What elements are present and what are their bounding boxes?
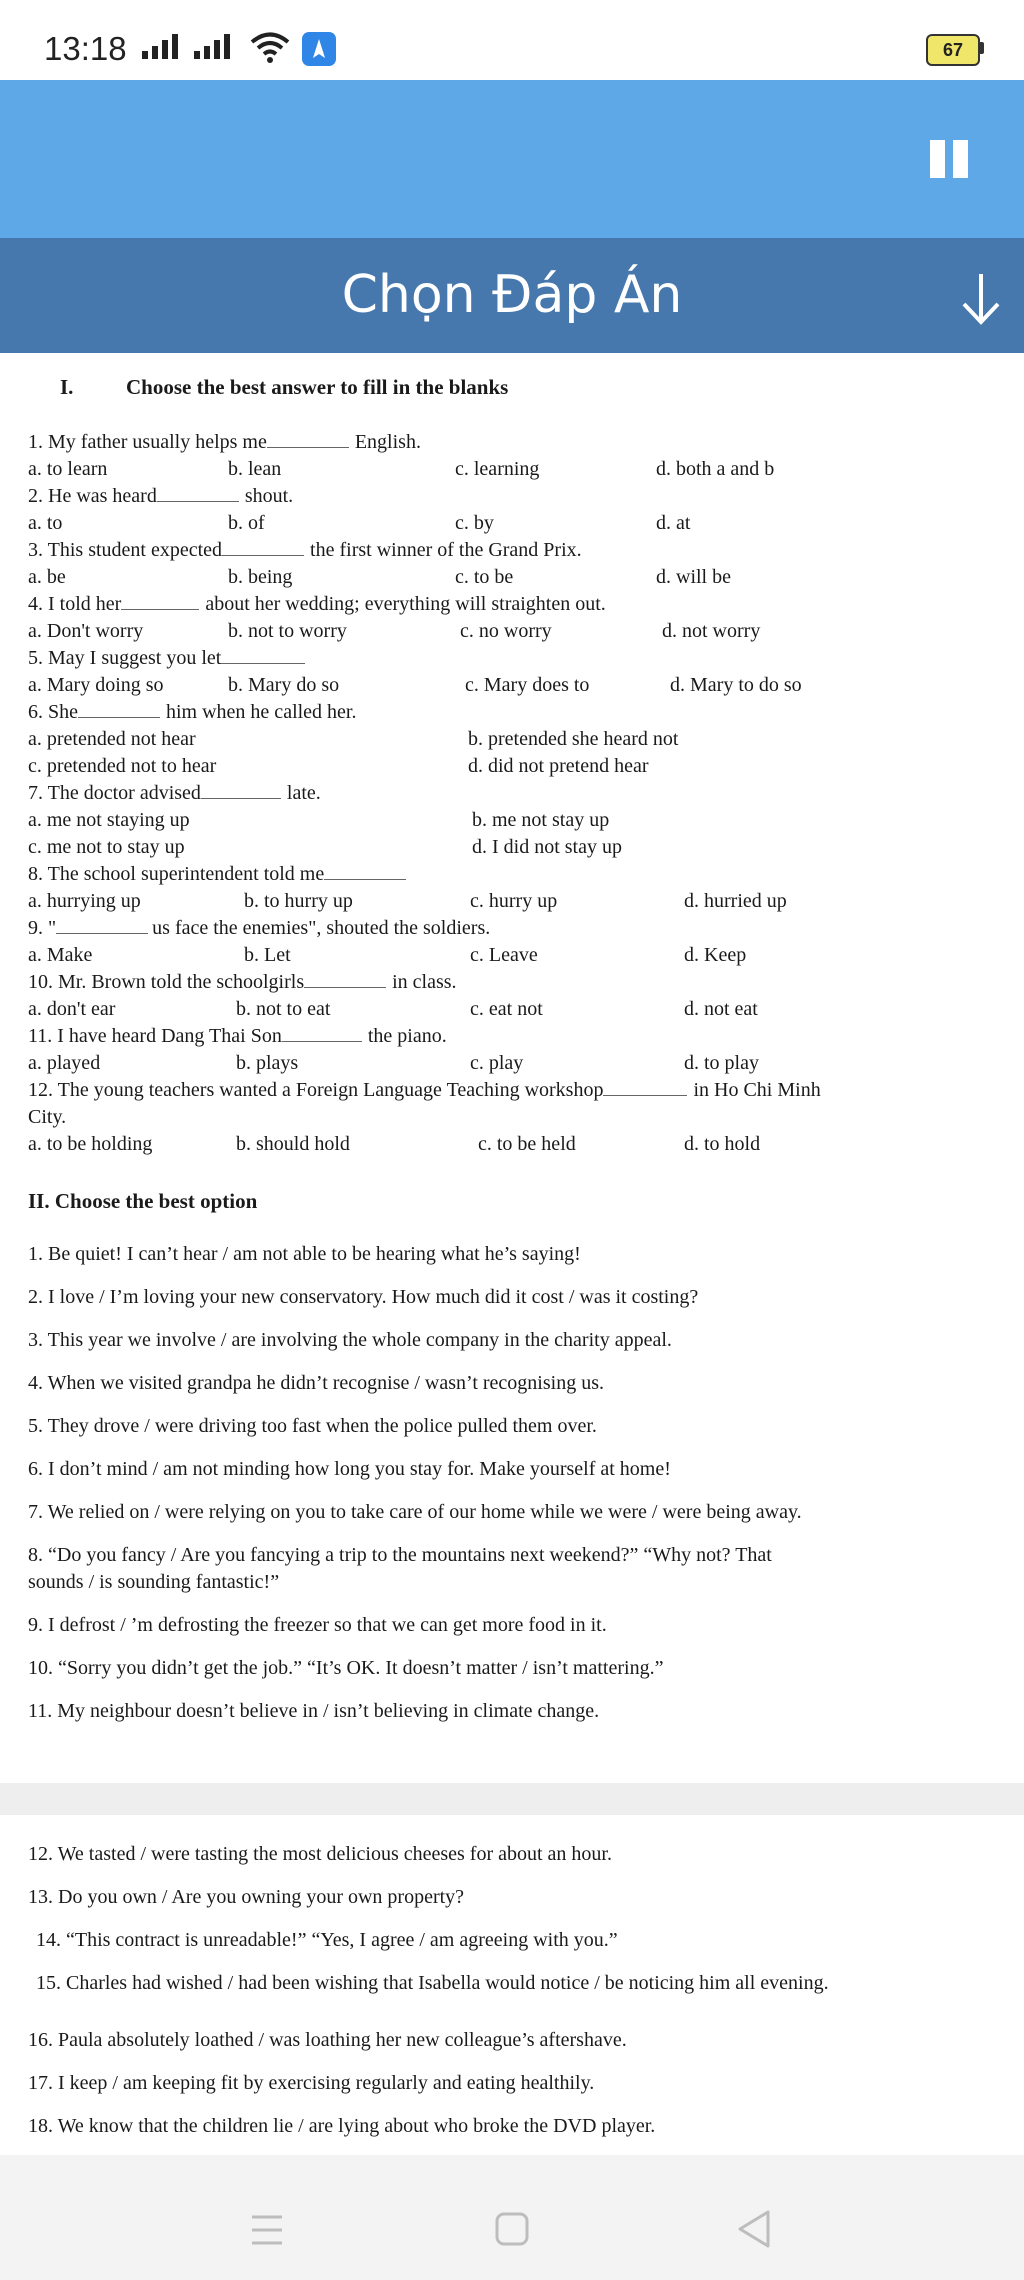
question-8: 8. The school superintendent told me	[28, 863, 406, 886]
option: d. to hold	[684, 1133, 761, 1155]
top-bar	[0, 80, 1024, 238]
list-item: 4. When we visited grandpa he didn’t recognise / wasn’t recognising us.	[28, 1372, 604, 1394]
option: d. not eat	[684, 998, 758, 1020]
page-title: Chọn Đáp Án	[341, 265, 683, 325]
question-9-end: us face the enemies", shouted the soldiers.	[152, 917, 491, 939]
option: d. not worry	[662, 620, 761, 642]
option: c. pretended not to hear	[28, 755, 217, 777]
option: b. not to eat	[236, 998, 331, 1020]
question-12-end: in Ho Chi Minh	[693, 1079, 821, 1101]
option: c. Mary does to	[465, 674, 590, 696]
option: a. be	[28, 566, 66, 588]
document-page	[0, 353, 1024, 1783]
option: d. at	[656, 512, 691, 534]
status-bar	[0, 0, 1024, 80]
signal-icon	[194, 34, 230, 59]
list-item: 8. “Do you fancy / Are you fancying a trip to the mountains next weekend?” “Why not? That	[28, 1544, 772, 1566]
list-item: 5. They drove / were driving too fast when the police pulled them over.	[28, 1415, 597, 1437]
option: a. to	[28, 512, 63, 534]
question-4-end: about her wedding; everything will straighten out.	[205, 593, 606, 615]
option: a. Make	[28, 944, 93, 966]
question-2-end: shout.	[244, 485, 294, 507]
list-item: 1. Be quiet! I can’t hear / am not able to be hearing what he’s saying!	[28, 1243, 581, 1265]
question-7: 7. The doctor advised late.	[28, 782, 321, 804]
option: c. Leave	[470, 944, 538, 966]
option: c. play	[470, 1052, 524, 1074]
option: a. played	[28, 1052, 101, 1074]
option: a. to learn	[28, 458, 108, 480]
list-item: 15. Charles had wished / had been wishing that Isabella would notice / be noticing him all evening.	[36, 1972, 829, 1994]
option: b. to hurry up	[244, 890, 353, 912]
list-item: 10. “Sorry you didn’t get the job.” “It’s OK. It doesn’t matter / isn’t mattering.”	[28, 1657, 664, 1679]
option: b. Mary do so	[228, 674, 340, 696]
question-1: 1. My father usually helps me English.	[28, 431, 421, 453]
question-9: 9. " us face the enemies", shouted the soldiers.	[28, 917, 491, 939]
option: c. me not to stay up	[28, 836, 185, 858]
list-item: 11. My neighbour doesn’t believe in / isn’t believing in climate change.	[28, 1700, 600, 1722]
option: c. eat not	[470, 998, 543, 1020]
option: b. plays	[236, 1052, 299, 1074]
option: b. should hold	[236, 1133, 350, 1155]
option: a. hurrying up	[28, 890, 141, 912]
list-item: 9. I defrost / ’m defrosting the freezer so that we can get more food in it.	[28, 1614, 607, 1636]
option: b. of	[228, 512, 265, 534]
list-item-continued: sounds / is sounding fantastic!”	[28, 1571, 280, 1593]
signal-icon	[142, 34, 178, 59]
option: d. both a and b	[656, 458, 775, 480]
list-item: 16. Paula absolutely loathed / was loathing her new colleague’s aftershave.	[28, 2029, 627, 2051]
option: a. don't ear	[28, 998, 116, 1020]
battery-nub	[980, 42, 984, 54]
list-item: 14. “This contract is unreadable!” “Yes, I agree / am agreeing with you.”	[36, 1929, 618, 1951]
pause-icon	[930, 140, 945, 178]
option: d. I did not stay up	[472, 836, 622, 858]
question-10-end: in class.	[392, 971, 457, 993]
option: d. to play	[684, 1052, 759, 1074]
menu-icon[interactable]	[250, 2213, 284, 2247]
question-11: 11. I have heard Dang Thai Son the piano.	[28, 1025, 447, 1047]
option: a. to be holding	[28, 1133, 153, 1155]
option: c. to be held	[478, 1133, 576, 1155]
option: b. Let	[244, 944, 291, 966]
back-icon[interactable]	[736, 2209, 772, 2249]
question-5: 5. May I suggest you let	[28, 647, 305, 670]
option: d. hurried up	[684, 890, 787, 912]
document-page	[0, 1815, 1024, 2155]
list-item: 2. I love / I’m loving your new conservatory. How much did it cost / was it costing?	[28, 1286, 699, 1308]
section-number: I.	[60, 375, 74, 399]
question-3-end: the first winner of the Grand Prix.	[310, 539, 582, 561]
list-item: 18. We know that the children lie / are lying about who broke the DVD player.	[28, 2115, 656, 2137]
navigation-bar	[0, 2155, 1024, 2280]
option: d. did not pretend hear	[468, 755, 649, 777]
question-7-end: late.	[286, 782, 321, 804]
battery-icon: 67	[926, 34, 980, 66]
question-12: 12. The young teachers wanted a Foreign Language Teaching workshop in Ho Chi Minh	[28, 1079, 821, 1101]
option: b. pretended she heard not	[468, 728, 679, 750]
option: b. not to worry	[228, 620, 347, 642]
list-item: 3. This year we involve / are involving the whole company in the charity appeal.	[28, 1329, 672, 1351]
list-item: 17. I keep / am keeping fit by exercising regularly and eating healthily.	[28, 2072, 595, 2094]
section-heading: Choose the best answer to fill in the blanks	[126, 375, 509, 399]
question-10: 10. Mr. Brown told the schoolgirls in class.	[28, 971, 457, 993]
option: d. Mary to do so	[670, 674, 802, 696]
option: c. hurry up	[470, 890, 558, 912]
section-heading: II. Choose the best option	[28, 1189, 258, 1213]
option: c. by	[455, 512, 494, 534]
option: a. Don't worry	[28, 620, 144, 642]
question-6-end: him when he called her.	[166, 701, 357, 723]
question-6: 6. She him when he called her.	[28, 701, 357, 723]
option: c. learning	[455, 458, 540, 480]
option: c. no worry	[460, 620, 552, 642]
list-item: 7. We relied on / were relying on you to take care of our home while we were / were being away.	[28, 1501, 802, 1523]
pause-button[interactable]	[930, 140, 968, 178]
title-bar	[0, 238, 1024, 353]
page-separator	[0, 1783, 1024, 1815]
question-11-end: the piano.	[367, 1025, 447, 1047]
option: b. me not stay up	[472, 809, 610, 831]
wifi-icon	[250, 30, 290, 64]
list-item: 6. I don’t mind / am not minding how long you stay for. Make yourself at home!	[28, 1458, 671, 1480]
arrow-down-icon[interactable]	[958, 270, 1004, 326]
status-time: 13:18	[44, 30, 127, 67]
home-icon[interactable]	[494, 2211, 530, 2247]
question-12-continued: City.	[28, 1106, 67, 1128]
option: a. Mary doing so	[28, 674, 164, 696]
option: a. pretended not hear	[28, 728, 196, 750]
question-2: 2. He was heard shout.	[28, 485, 294, 507]
option: c. to be	[455, 566, 514, 588]
option: d. Keep	[684, 944, 747, 966]
list-item: 12. We tasted / were tasting the most delicious cheeses for about an hour.	[28, 1843, 612, 1865]
list-item: 13. Do you own / Are you owning your own property?	[28, 1886, 465, 1908]
option: d. will be	[656, 566, 731, 588]
app-notification-icon	[302, 32, 336, 66]
question-3: 3. This student expected the first winner of the Grand Prix.	[28, 539, 582, 561]
question-4: 4. I told her about her wedding; everything will straighten out.	[28, 593, 606, 615]
option: b. being	[228, 566, 293, 588]
option: b. lean	[228, 458, 282, 480]
question-1-end: English.	[354, 431, 421, 453]
option: a. me not staying up	[28, 809, 190, 831]
